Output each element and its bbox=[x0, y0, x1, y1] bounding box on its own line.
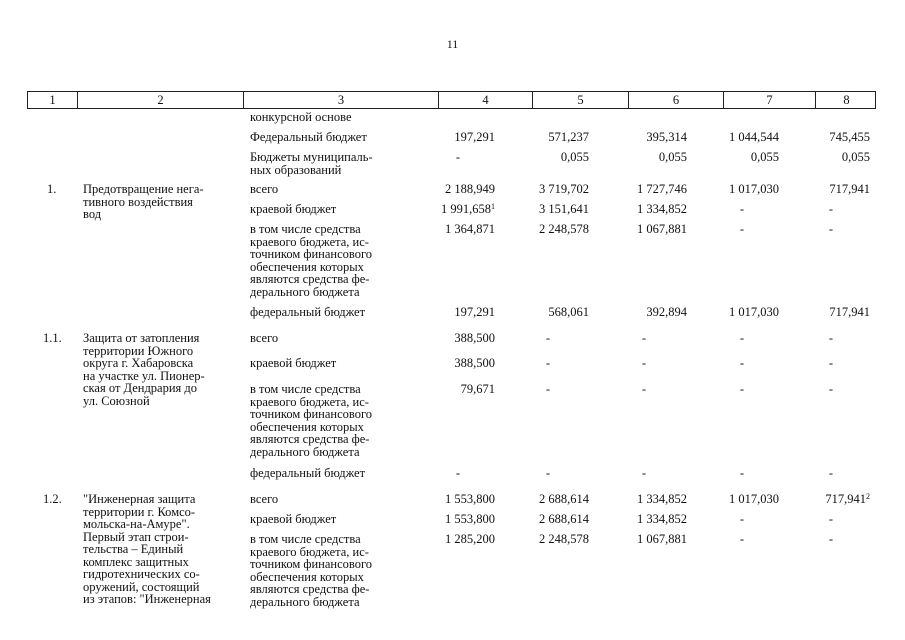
header-col-3: 3 bbox=[244, 92, 439, 108]
table-cell-value: 197,291 bbox=[454, 130, 495, 144]
table-cell-value: - bbox=[641, 466, 647, 480]
table-cell-value: - bbox=[739, 331, 745, 345]
table-cell-value: 388,500 bbox=[454, 356, 495, 370]
table-cell-value: - bbox=[739, 382, 745, 396]
header-col-6: 6 bbox=[629, 92, 724, 108]
table-cell-value: 2 248,578 bbox=[539, 532, 589, 546]
table-cell-source: в том числе средства краевого бюджета, ис- точником финансового обеспечения которых являются средства фе- дерального бюджета bbox=[250, 532, 373, 609]
table-cell-value: 388,500 bbox=[454, 331, 495, 345]
table-cell-value bbox=[411, 203, 495, 216]
table-cell-value: 1 017,030 bbox=[729, 182, 779, 196]
table-cell-value: - bbox=[828, 222, 834, 236]
table-cell-source: Федеральный бюджет bbox=[250, 130, 367, 144]
table-cell-value: 197,291 bbox=[454, 305, 495, 319]
table-cell-value: 2 188,949 bbox=[445, 182, 495, 196]
table-cell-value: - bbox=[545, 331, 551, 345]
table-cell-value: 568,061 bbox=[548, 305, 589, 319]
table-header bbox=[27, 91, 876, 109]
table-cell-value: 745,455 bbox=[829, 130, 870, 144]
table-cell-source: в том числе средства краевого бюджета, ис- точником финансового обеспечения которых являются средства фе- дерального бюджета bbox=[250, 222, 373, 299]
table-cell-value: - bbox=[828, 356, 834, 370]
section-title: "Инженерная защита территории г. Комсо- мольска-на-Амуре". Первый этап строи- тельства – Единый комплекс защитных гидротехнических со- оружений, состоящий из этапов: "Инженерная bbox=[83, 492, 211, 606]
table-cell-source: федеральный бюджет bbox=[250, 305, 366, 319]
table-cell-value: 1 067,881 bbox=[637, 222, 687, 236]
table-cell-value: 1 017,030 bbox=[729, 492, 779, 506]
table-cell-source: Бюджеты муниципаль- ных образований bbox=[250, 150, 373, 177]
table-cell-value: - bbox=[828, 382, 834, 396]
section-number: 1. bbox=[47, 182, 57, 196]
header-col-1: 1 bbox=[28, 92, 78, 108]
table-cell-value: - bbox=[641, 356, 647, 370]
table-cell-value: 717,941 bbox=[829, 305, 870, 319]
header-col-4: 4 bbox=[439, 92, 533, 108]
table-cell-value: 0,055 bbox=[658, 150, 687, 164]
table-cell-value: 392,894 bbox=[646, 305, 687, 319]
table-cell-value: 3 151,641 bbox=[539, 202, 589, 216]
table-cell-value: - bbox=[828, 512, 834, 526]
table-cell-value: 0,055 bbox=[841, 150, 870, 164]
table-cell-value: - bbox=[739, 532, 745, 546]
table-cell-value: - bbox=[739, 222, 745, 236]
value-text: 717,941 bbox=[825, 492, 866, 506]
value-text: 1 991,658 bbox=[441, 202, 491, 216]
header-col-5: 5 bbox=[533, 92, 629, 108]
table-cell-value: 79,671 bbox=[460, 382, 495, 396]
table-cell-value: - bbox=[828, 466, 834, 480]
table-cell-value: - bbox=[455, 150, 461, 164]
table-cell-value: 571,237 bbox=[548, 130, 589, 144]
table-cell-value: 0,055 bbox=[560, 150, 589, 164]
table-cell-source: краевой бюджет bbox=[250, 356, 337, 370]
table-cell-value: - bbox=[739, 466, 745, 480]
table-cell-value: - bbox=[455, 466, 461, 480]
footnote-mark: 2 bbox=[866, 492, 870, 501]
table-cell-value: 1 553,800 bbox=[445, 512, 495, 526]
section-title: Защита от затопления территории Южного округа г. Хабаровска на участке ул. Пионер- ская от Дендрария до ул. Союзной bbox=[83, 331, 205, 408]
section-title: Предотвращение нега- тивного воздействия вод bbox=[83, 182, 204, 221]
table-cell-value: 1 334,852 bbox=[637, 512, 687, 526]
table-cell-value: - bbox=[641, 382, 647, 396]
table-cell-value: 395,314 bbox=[646, 130, 687, 144]
table-cell-value: - bbox=[545, 466, 551, 480]
header-col-8: 8 bbox=[843, 93, 850, 107]
table-cell-value: 1 727,746 bbox=[637, 182, 687, 196]
table-cell-value: 1 553,800 bbox=[445, 492, 495, 506]
section-number: 1.1. bbox=[43, 331, 62, 345]
table-cell-value: - bbox=[739, 512, 745, 526]
header-col-7: 7 bbox=[724, 92, 816, 108]
header-col-2: 2 bbox=[78, 92, 244, 108]
section-number: 1.2. bbox=[43, 492, 62, 506]
table-cell-source: краевой бюджет bbox=[250, 202, 337, 216]
table-cell-value: 1 067,881 bbox=[637, 532, 687, 546]
page-number: 11 bbox=[446, 37, 459, 51]
table-cell-source: в том числе средства краевого бюджета, ис- точником финансового обеспечения которых являются средства фе- дерального бюджета bbox=[250, 382, 373, 459]
table-cell-value: 1 334,852 bbox=[637, 492, 687, 506]
footnote-mark: 1 bbox=[491, 202, 495, 211]
table-cell-value: - bbox=[828, 202, 834, 216]
table-cell-source: всего bbox=[250, 492, 279, 506]
table-cell-value: 1 017,030 bbox=[729, 305, 779, 319]
table-cell-value: 1 044,544 bbox=[729, 130, 779, 144]
table-cell-value: - bbox=[545, 356, 551, 370]
table-cell-value: 1 334,852 bbox=[637, 202, 687, 216]
table-cell-source: всего bbox=[250, 331, 279, 345]
table-cell-source: конкурсной основе bbox=[250, 110, 352, 124]
table-cell-value: - bbox=[641, 331, 647, 345]
table-cell-value bbox=[788, 493, 870, 506]
table-cell-value: 0,055 bbox=[750, 150, 779, 164]
table-cell-value: - bbox=[828, 532, 834, 546]
table-cell-value: 2 248,578 bbox=[539, 222, 589, 236]
table-cell-value: - bbox=[545, 382, 551, 396]
table-cell-source: федеральный бюджет bbox=[250, 466, 366, 480]
table-cell-source: краевой бюджет bbox=[250, 512, 337, 526]
table-cell-value: 717,941 bbox=[829, 182, 870, 196]
table-cell-value: - bbox=[828, 331, 834, 345]
table-cell-value: - bbox=[739, 356, 745, 370]
table-cell-value: 3 719,702 bbox=[539, 182, 589, 196]
table-cell-source: всего bbox=[250, 182, 279, 196]
table-cell-value: 2 688,614 bbox=[539, 512, 589, 526]
table-cell-value: - bbox=[739, 202, 745, 216]
table-cell-value: 2 688,614 bbox=[539, 492, 589, 506]
table-cell-value: 1 285,200 bbox=[445, 532, 495, 546]
table-cell-value: 1 364,871 bbox=[445, 222, 495, 236]
